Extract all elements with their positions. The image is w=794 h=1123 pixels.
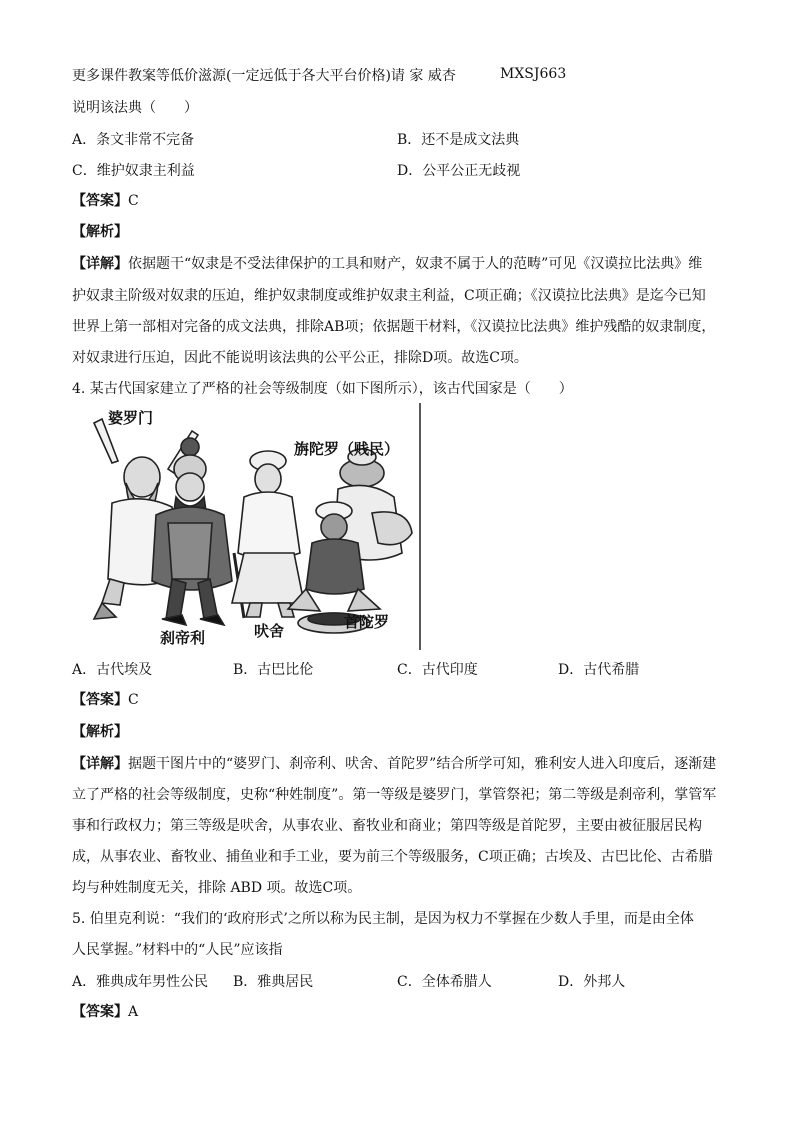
q4-option-d: D．古代希腊 [558,662,640,678]
q3-stem-tail: 说明该法典（ ） [72,100,198,116]
label-brahmin: 婆罗门 [108,409,154,427]
analysis-tag: 【解析】 [72,224,128,240]
q4-option-b: B．古巴比伦 [233,662,314,678]
q5-option-b: B．雅典居民 [233,974,314,990]
caste-illustration [72,403,422,650]
q4-option-c: C．古代印度 [397,662,478,678]
q5-stem-line-2: 人民掌握。”材料中的“人民”应该指 [72,942,283,958]
detail-tag: 【详解】 [72,256,128,272]
q4-analysis [72,722,128,742]
answer-tag: 【答案】 [72,1004,128,1020]
q3-option-c: C．维护奴隶主利益 [72,163,195,179]
q3-detail-line-4: 对奴隶进行压迫，因此不能说明该法典的公平公正，排除D项。故选C项。 [72,350,528,366]
answer-value: A [128,1004,139,1020]
label-shudra: 首陀罗 [344,613,390,631]
q4-detail-line-4: 成，从事农业、畜牧业、捕鱼业和手工业，要为前三个等级服务，C项正确；古埃及、古巴比伦、古希腊 [72,849,713,865]
q3-option-a: A．条文非常不完备 [72,132,195,148]
answer-tag: 【答案】 [72,193,128,209]
q4-stem: 4. 某古代国家建立了严格的社会等级制度（如下图所示），该古代国家是（ ） [72,381,573,397]
q4-detail-line-5: 均与种姓制度无关，排除 ABD 项。故选C项。 [72,880,362,896]
answer-tag: 【答案】 [72,692,128,708]
label-kshatriya: 刹帝利 [160,629,206,647]
vaishya-figure [232,451,304,617]
answer-value: C [128,193,139,209]
q4-option-a: A．古代埃及 [72,662,153,678]
q4-detail-line-2: 立了严格的社会等级制度，史称“种姓制度”。第一等级是婆罗门，掌管祭祀；第二等级是刹帝利，掌管军 [72,787,717,803]
q3-answer [72,191,139,211]
analysis-tag: 【解析】 [72,724,128,740]
q3-option-d: D．公平公正无歧视 [397,163,521,179]
label-chandala: 旃陀罗（贱民） [294,440,400,458]
answer-value: C [128,692,139,708]
q5-option-a: A．雅典成年男性公民 [72,974,209,990]
detail-text: 依据题干“奴隶是不受法律保护的工具和财产，奴隶不属于人的范畴”可见《汉谟拉比法典》维 [128,256,703,272]
q5-option-c: C．全体希腊人 [397,974,492,990]
q4-detail-line-3: 事和行政权力；第三等级是吠舍，从事农业、畜牧业和商业；第四等级是首陀罗，主要由被征服居民构 [72,818,702,834]
q4-detail-line-1 [72,754,716,774]
header-code: MXSJ663 [500,66,567,82]
kshatriya-figure [152,438,244,625]
q3-analysis [72,222,128,242]
q5-option-d: D．外邦人 [558,974,626,990]
header-promo: 更多课件教案等低价滋源(一定远低于各大平台价格)请 家 威杏 [72,68,456,84]
q3-option-b: B．还不是成文法典 [397,132,520,148]
q5-stem-line-1: 5. 伯里克利说：“我们的‘政府形式’之所以称为民主制，是因为权力不掌握在少数人手里，而是由全体 [72,911,694,927]
q4-answer [72,690,139,710]
q3-detail-line-2: 护奴隶主阶级对奴隶的压迫，维护奴隶制度或维护奴隶主利益，C项正确；《汉谟拉比法典》是迄今已知 [72,288,706,304]
detail-tag: 【详解】 [72,756,128,772]
detail-text: 据题干图片中的“婆罗门、刹帝利、吠舍、首陀罗”结合所学可知，雅利安人进入印度后，逐渐建 [128,756,717,772]
q5-answer [72,1002,138,1022]
caste-figure-drawing [72,403,422,650]
q3-detail-line-3: 世界上第一部相对完备的成文法典，排除AB项；依据题干材料，《汉谟拉比法典》维护残酷的奴隶制度， [72,319,716,335]
q3-detail-line-1 [72,254,702,274]
label-vaishya: 吠舍 [254,622,285,640]
